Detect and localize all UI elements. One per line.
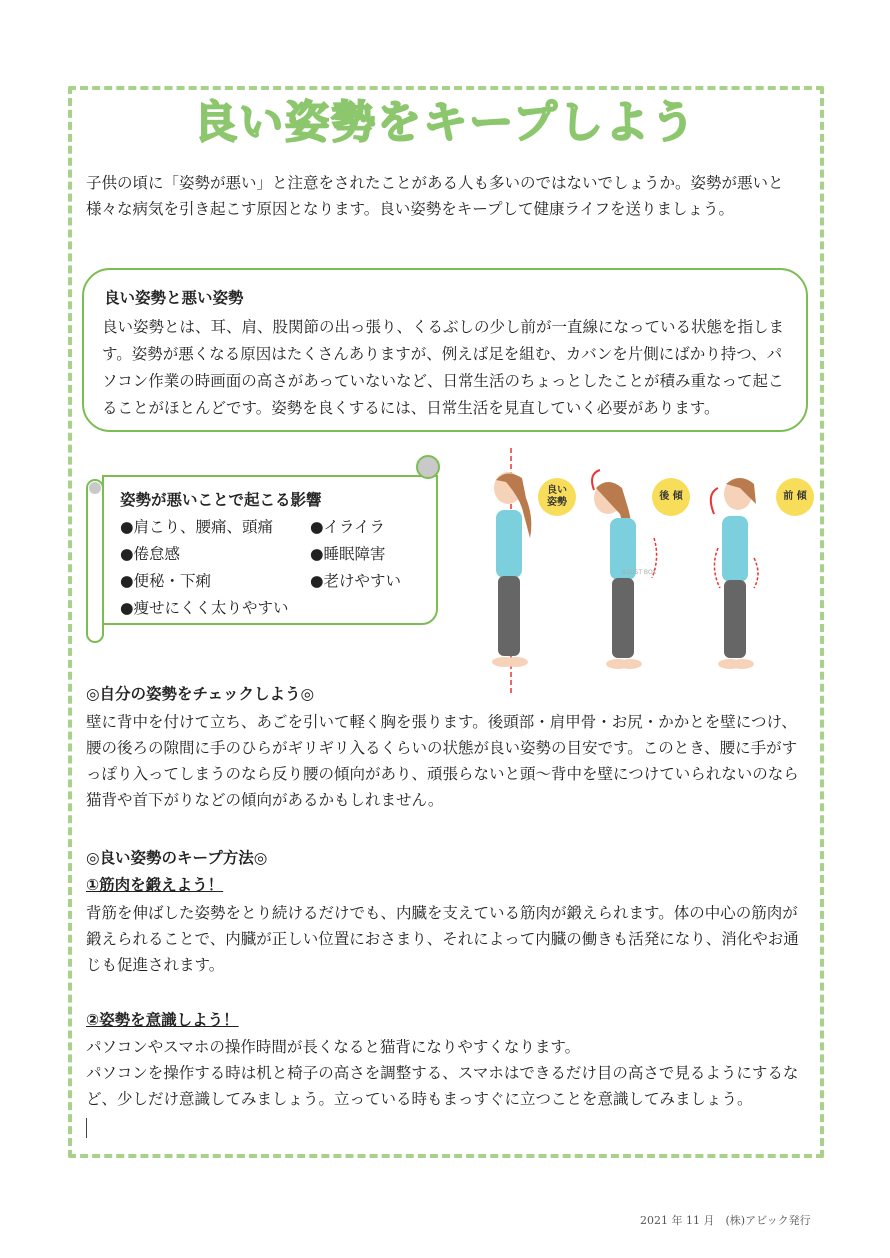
page-title: 良い姿勢をキープしよう	[193, 97, 697, 148]
good-bad-box	[82, 268, 808, 432]
scroll-curl-left	[86, 479, 104, 643]
effect-item: ●睡眠障害	[310, 545, 386, 563]
keep-sub1: ①筋肉を鍛えよう！	[86, 876, 224, 894]
badge-good: 良い 姿勢	[538, 478, 576, 516]
effect-item: ●肩こり、腰痛、頭痛	[120, 518, 274, 536]
keep-heading: ◎良い姿勢のキープ方法◎	[86, 849, 268, 867]
effects-heading: 姿勢が悪いことで起こる影響	[120, 491, 322, 509]
effect-item: ●痩せにくく太りやすい	[120, 599, 289, 617]
effects-scroll	[86, 455, 438, 643]
figure-lean-forward	[711, 478, 758, 669]
keep-body1: 背筋を伸ばした姿勢をとり続けるだけでも、内臓を支えている筋肉が鍛えられます。体の中心の筋肉が鍛えられることで、内臓が正しい位置におさまり、それによって内臓の働きも活発になり、消化やお通じも促進されます。	[86, 904, 799, 974]
effect-item: ●便秘・下痢	[120, 572, 212, 590]
effect-item: ●老けやすい	[310, 572, 402, 590]
keep-sub2: ②姿勢を意識しよう！	[86, 1011, 239, 1029]
scroll-curl-top	[416, 455, 440, 479]
keep-body2a: パソコンやスマホの操作時間が長くなると猫背になりやすくなります。	[86, 1038, 581, 1056]
badge-lean-forward: 前 傾	[776, 478, 814, 516]
badge-lean-back: 後 傾	[652, 478, 690, 516]
footer-publisher: 2021 年 11 月 (株)アビック発行	[640, 1214, 811, 1227]
good-bad-heading: 良い姿勢と悪い姿勢	[104, 289, 244, 307]
effect-item: ●イライラ	[310, 518, 386, 536]
text-cursor	[86, 1118, 87, 1138]
check-heading: ◎自分の姿勢をチェックしよう◎	[86, 685, 315, 703]
watermark-text: ILLUST BOX	[622, 569, 657, 576]
keep-body2b: パソコンを操作する時は机と椅子の高さを調整する、スマホはできるだけ目の高さで見るようにするなど、少しだけ意識してみましょう。立っている時もまっすぐに立つことを意識してみましょう。	[86, 1064, 799, 1108]
effect-item: ●倦怠感	[120, 545, 181, 563]
good-bad-body: 良い姿勢とは、耳、肩、股関節の出っ張り、くるぶしの少し前が一直線になっている状態を指します。姿勢が悪くなる原因はたくさんありますが、例えば足を組む、カバンを片側にばかり持つ、パソコン作業の時画面の高さがあっていないなど、日常生活のちょっとしたことが積み重なって起こることがほとんどです。姿勢を良くするには、日常生活を見直していく必要があります。	[102, 318, 785, 417]
posture-figures-graphic	[478, 448, 818, 694]
figure-good	[492, 472, 531, 667]
figure-lean-back	[592, 470, 657, 669]
intro-text: 子供の頃に「姿勢が悪い」と注意をされたことがある人も多いのではないでしょうか。姿勢が悪いと様々な病気を引き起こす原因となります。良い姿勢をキープして健康ライフを送りましょう。	[86, 174, 784, 218]
check-body: 壁に背中を付けて立ち、あごを引いて軽く胸を張ります。後頭部・肩甲骨・お尻・かかとを壁につけ、腰の後ろの隙間に手のひらがギリギリ入るくらいの状態が良い姿勢の目安です。このとき、腰に手がすっぽり入ってしまうのなら反り腰の傾向があり、頑張らないと頭～背中を壁につけていられないのなら猫背や首下がりなどの傾向があるかもしれません。	[86, 713, 799, 809]
posture-illustration	[478, 448, 818, 694]
